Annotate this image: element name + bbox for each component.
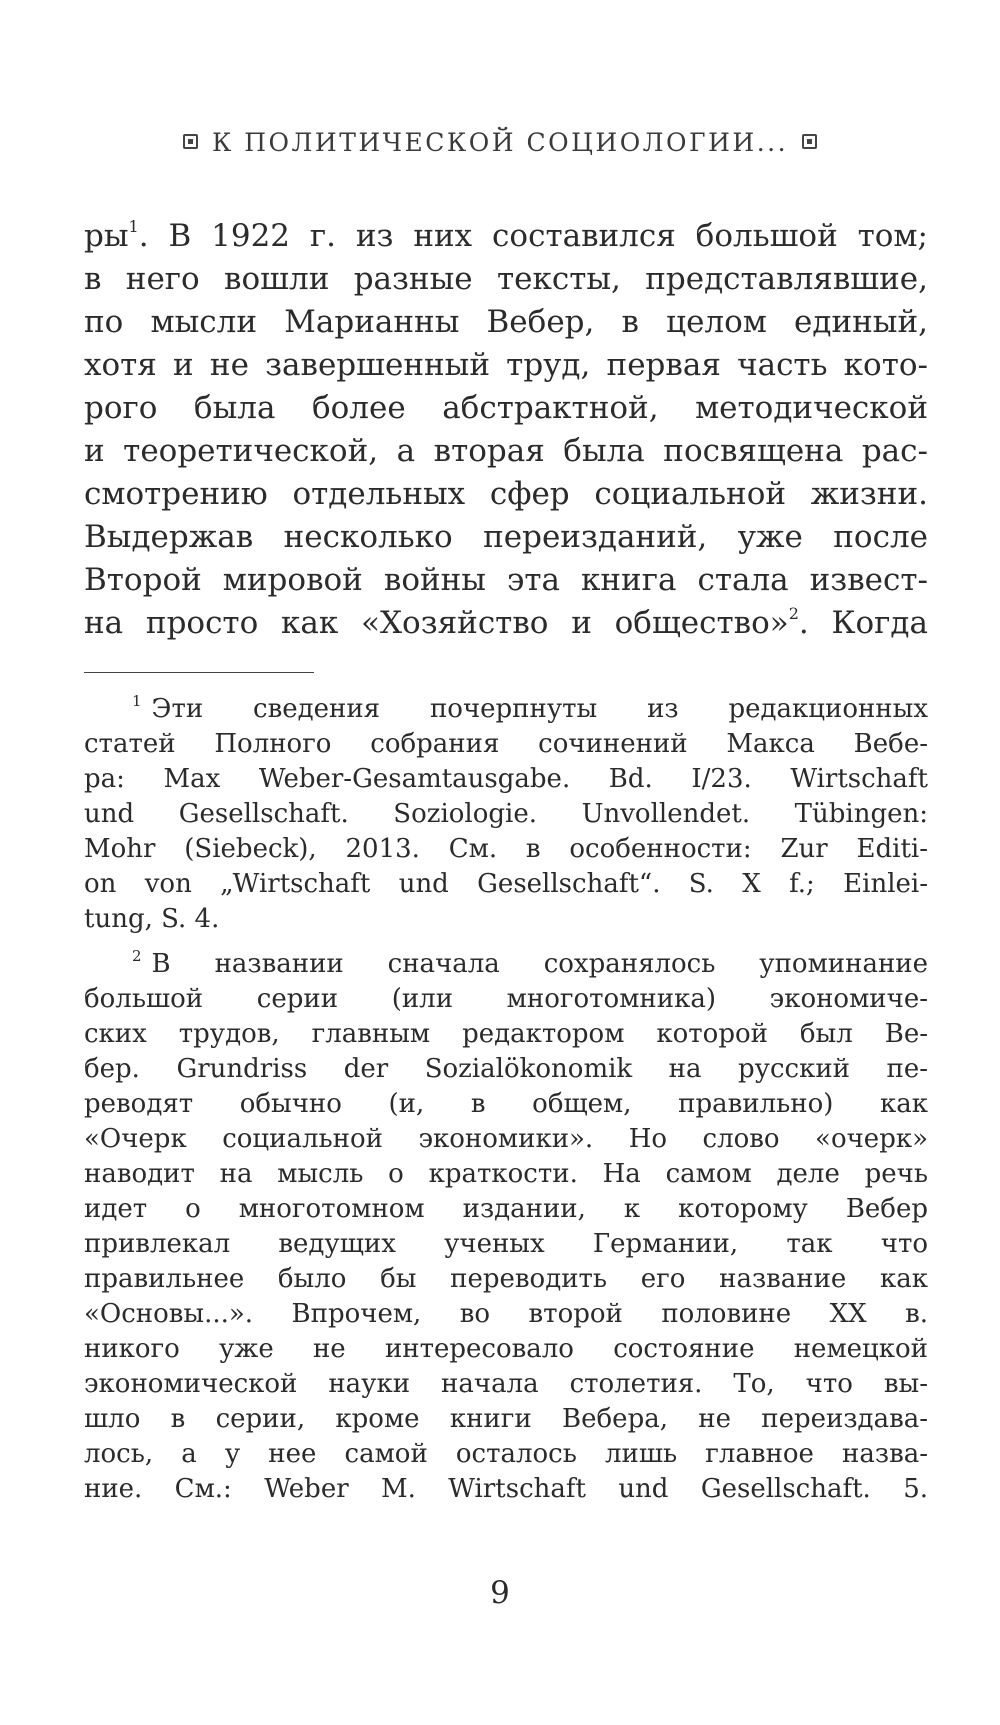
main-text-line: смотрению отдельных сфер социальной жизни. <box>84 476 928 512</box>
footnote-2-line: большой серии (или многотомника) экономиче- <box>84 984 928 1014</box>
footnote-2-line: экономической науки начала столетия. То, что вы- <box>84 1369 928 1399</box>
page-number: 9 <box>490 1575 510 1611</box>
main-text-line: Выдержав несколько переизданий, уже после <box>84 519 928 555</box>
main-text-line: рого была более абстрактной, методической <box>84 390 928 426</box>
running-head <box>0 128 1000 158</box>
footnote-ref-2[interactable]: 2 <box>788 604 799 623</box>
footnote-2-line: «Основы...». Впрочем, во второй половине XX в. <box>84 1299 928 1329</box>
footnote-2-line: бер. Grundriss der Sozialökonomik на русский пе- <box>84 1054 928 1084</box>
main-text-line: ры$^1$. В 1922 г. из них составился большой том; <box>84 217 928 254</box>
main-text <box>84 215 928 645</box>
footnote-1-line: on von „Wirtschaft und Gesellschaft“. S. X f.; Einlei- <box>84 869 928 899</box>
main-text-line: и теоретической, а вторая была посвящена рас- <box>84 433 928 469</box>
footnote-2-line: $^2$ В названии сначала сохранялось упоминание <box>132 947 928 979</box>
footnote-2-line: наводит на мысль о краткости. На самом деле речь <box>84 1159 928 1189</box>
footnote-1-line: ра: Max Weber-Gesamtausgabe. Bd. I/23. Wirtschaft <box>84 764 928 794</box>
footnote-ref-1[interactable]: 1 <box>128 217 139 236</box>
footnote-2-line: привлекал ведущих ученых Германии, так что <box>84 1229 928 1259</box>
footnote-2-line: правильнее было бы переводить его название как <box>84 1264 928 1294</box>
footnote-1-line: статей Полного собрания сочинений Макса Вебе- <box>84 729 928 759</box>
footnote-1-line: Mohr (Siebeck), 2013. См. в особенности: Zur Editi- <box>84 834 928 864</box>
ornament-left-icon <box>183 134 198 149</box>
main-text-line: в него вошли разные тексты, представлявшие, <box>84 261 928 297</box>
ornament-right-icon <box>802 134 817 149</box>
footnote-1-mark: 1 <box>132 692 142 710</box>
footnote-2-line: ских трудов, главным редактором которой был Ве- <box>84 1019 928 1049</box>
main-text-line: Второй мировой войны эта книга стала извест- <box>84 562 928 598</box>
footnote-2-line: «Очерк социальной экономики». Но слово «очерк» <box>84 1124 928 1154</box>
footnote-1-line: $^1$ Эти сведения почерпнуты из редакционных <box>132 692 928 724</box>
footnote-2-line: реводят обычно (и, в общем, правильно) как <box>84 1089 928 1119</box>
footnote-2-line: идет о многотомном издании, к которому Вебер <box>84 1194 928 1224</box>
footnote-2-line: никого уже не интересовало состояние немецкой <box>84 1334 928 1364</box>
main-text-line: по мысли Марианны Вебер, в целом единый, <box>84 304 928 340</box>
footnote-1-line: tung, S. 4. <box>84 904 220 934</box>
main-text-line: хотя и не завершенный труд, первая часть кото- <box>84 347 928 383</box>
footnote-2-line: ние. См.: Weber M. Wirtschaft und Gesellschaft. 5. <box>84 1474 928 1504</box>
footnotes <box>84 692 928 1507</box>
running-head-title: К ПОЛИТИЧЕСКОЙ СОЦИОЛОГИИ... <box>211 128 789 157</box>
main-text-line: на просто как «Хозяйство и общество»$^2$. Когда <box>84 604 928 641</box>
footnote-2-line: лось, а у нее самой осталось лишь главное назва- <box>84 1439 928 1469</box>
footnote-1-line: und Gesellschaft. Soziologie. Unvollendet. Tübingen: <box>84 799 928 829</box>
footnote-2-line: шло в серии, кроме книги Вебера, не переиздава- <box>84 1404 928 1434</box>
footnote-2-mark: 2 <box>132 947 142 965</box>
footnote-separator <box>84 672 314 673</box>
